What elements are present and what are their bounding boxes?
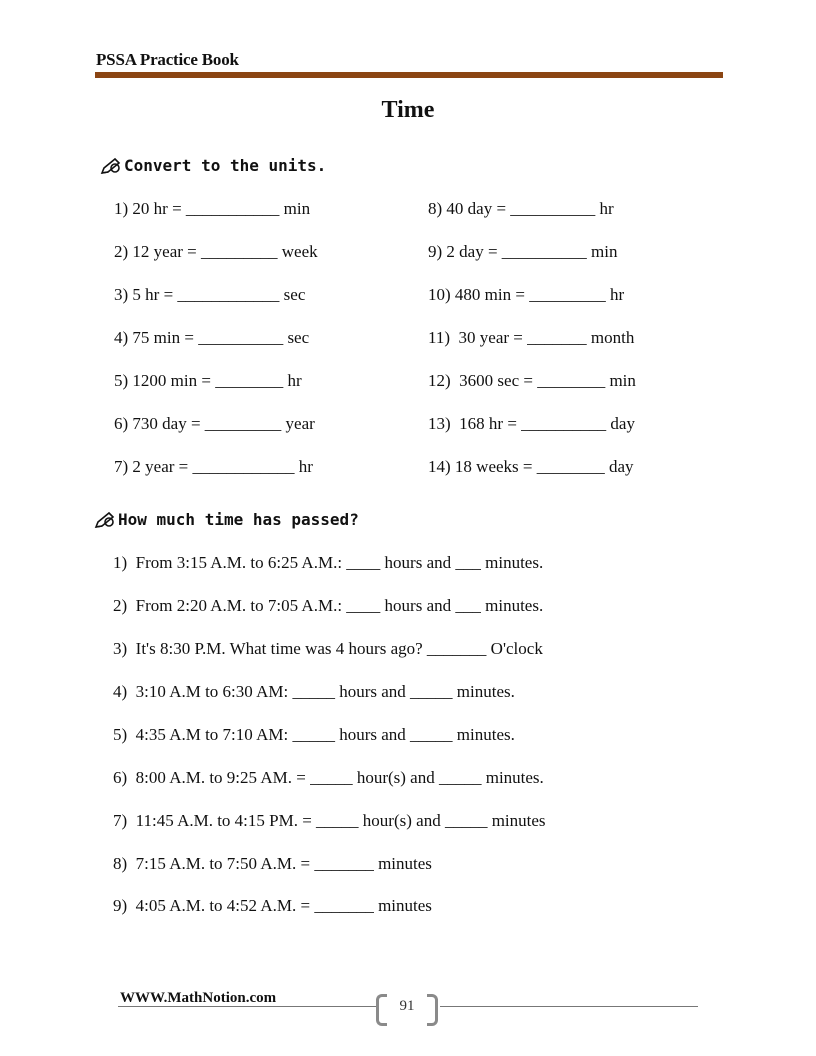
page-number: 91	[399, 998, 415, 1014]
pencil-icon	[94, 511, 116, 529]
section-heading-convert	[100, 156, 326, 175]
pencil-icon	[100, 157, 122, 175]
convert-item: 8) 40 day = __________ hr	[428, 199, 614, 218]
section-heading-text: Convert to the units.	[124, 156, 327, 175]
convert-item: 10) 480 min = _________ hr	[428, 285, 625, 304]
convert-item: 6) 730 day = _________ year	[114, 414, 315, 433]
section-heading-elapsed	[94, 510, 359, 529]
footer-rule-left	[118, 1006, 376, 1007]
elapsed-item: 9) 4:05 A.M. to 4:52 A.M. = _______ minutes	[113, 896, 432, 915]
header-rule	[95, 72, 723, 78]
convert-item: 14) 18 weeks = ________ day	[428, 457, 634, 476]
elapsed-item: 1) From 3:15 A.M. to 6:25 A.M.: ____ hours and ___ minutes.	[113, 553, 544, 572]
convert-item: 13) 168 hr = __________ day	[428, 414, 635, 433]
convert-item: 9) 2 day = __________ min	[428, 242, 618, 261]
convert-item: 5) 1200 min = ________ hr	[114, 371, 302, 390]
convert-item: 2) 12 year = _________ week	[114, 242, 318, 261]
convert-item: 11) 30 year = _______ month	[428, 328, 635, 347]
convert-item: 3) 5 hr = ____________ sec	[114, 285, 306, 304]
section-heading-text: How much time has passed?	[118, 510, 359, 529]
convert-item: 1) 20 hr = ___________ min	[114, 199, 311, 218]
convert-item: 4) 75 min = __________ sec	[114, 328, 310, 347]
elapsed-item: 5) 4:35 A.M to 7:10 AM: _____ hours and _____ minutes.	[113, 725, 515, 744]
book-title: PSSA Practice Book	[96, 50, 239, 69]
footer-url: WWW.MathNotion.com	[120, 990, 277, 1006]
convert-item: 7) 2 year = ____________ hr	[114, 457, 313, 476]
elapsed-item: 3) It's 8:30 P.M. What time was 4 hours ago? _______ O'clock	[113, 639, 543, 658]
elapsed-item: 6) 8:00 A.M. to 9:25 AM. = _____ hour(s) and _____ minutes.	[113, 768, 544, 787]
elapsed-item: 4) 3:10 A.M to 6:30 AM: _____ hours and _____ minutes.	[113, 682, 515, 701]
footer-rule-right	[440, 1006, 698, 1007]
convert-item: 12) 3600 sec = ________ min	[428, 371, 636, 390]
elapsed-item: 7) 11:45 A.M. to 4:15 PM. = _____ hour(s) and _____ minutes	[113, 811, 546, 830]
elapsed-item: 2) From 2:20 A.M. to 7:05 A.M.: ____ hours and ___ minutes.	[113, 596, 544, 615]
right-bracket-icon	[427, 994, 438, 1026]
page-title: Time	[381, 97, 435, 123]
elapsed-item: 8) 7:15 A.M. to 7:50 A.M. = _______ minutes	[113, 854, 432, 873]
